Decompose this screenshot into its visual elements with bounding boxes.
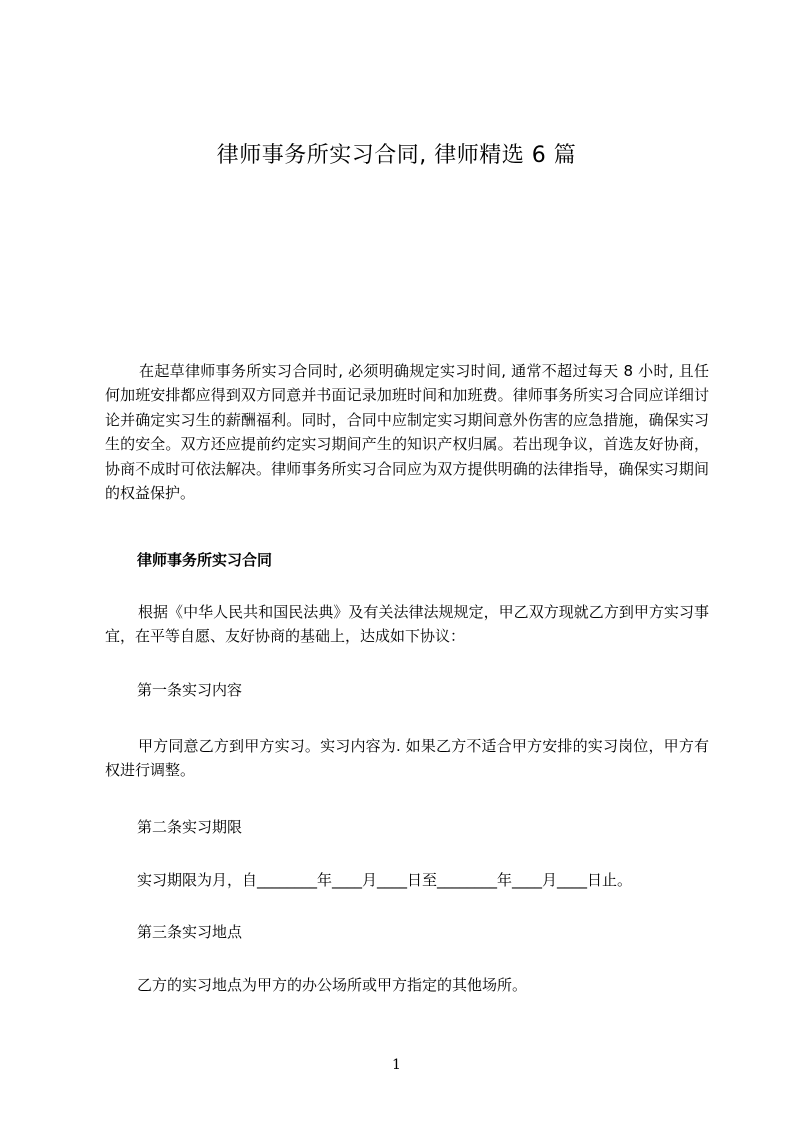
clause-1-body: 甲方同意乙方到甲方实习。实习内容为. 如果乙方不适合甲方安排的实习岗位，甲方有权进行调整。 <box>105 737 709 780</box>
page-number: 1 <box>392 1057 401 1073</box>
clause-2-title: 第二条实习期限 <box>137 818 243 836</box>
clause-3-body: 乙方的实习地点为甲方的办公场所或甲方指定的其他场所。 <box>137 976 528 994</box>
clause-1-title: 第一条实习内容 <box>137 681 243 699</box>
intro-paragraph: 在起草律师事务所实习合同时, 必须明确规定实习时间, 通常不超过每天 8 小时, 且任何加班安排都应得到双方同意并书面记录加班时间和加班费。律师事务所实习合同应详细讨论并确定实习生的薪酬福利。同时，合同中应制定实习期间意外伤害的应急措施，确保实习生的安全。双方还应提前约定实习期间产生的知识产权归属。若出现争议，首选友好协商，协商不成时可依法解决。律师事务所实习合同应为双方提供明确的法律指导，确保实习期间的权益保护。 <box>105 362 709 503</box>
preamble-paragraph: 根据《中华人民共和国民法典》及有关法律法规规定，甲乙双方现就乙方到甲方实习事宜，在平等自愿、友好协商的基础上，达成如下协议： <box>105 603 709 646</box>
clause-2-body: 实习期限为月，自________年____月____日至________年____月____日止。 <box>137 871 633 889</box>
contract-heading: 律师事务所实习合同 <box>137 551 273 569</box>
document-title: 律师事务所实习合同, 律师精选 6 篇 <box>216 143 577 168</box>
clause-3-title: 第三条实习地点 <box>137 923 243 941</box>
